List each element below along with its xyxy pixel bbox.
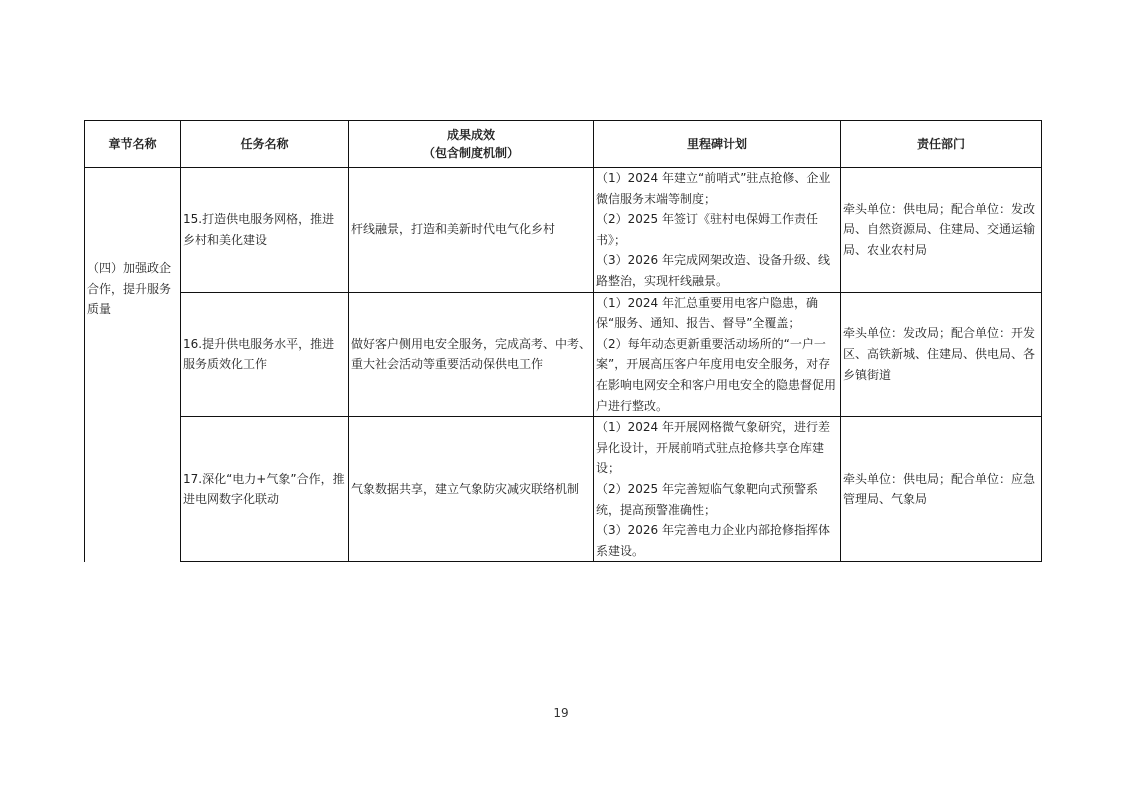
table-row xyxy=(85,417,1042,562)
milestone-item: （2）2025 年完善短临气象靶向式预警系统，提高预警准确性； xyxy=(596,481,818,517)
outcome-cell: 气象数据共享，建立气象防灾减灾联络机制 xyxy=(349,417,594,562)
department-cell: 牵头单位：供电局；配合单位：应急管理局、气象局 xyxy=(841,417,1042,562)
department-cell: 牵头单位：供电局；配合单位：发改局、自然资源局、住建局、交通运输局、农业农村局 xyxy=(841,168,1042,293)
milestone-item: （2）2025 年签订《驻村电保姆工作责任书》； xyxy=(596,212,818,247)
table-row xyxy=(85,292,1042,417)
milestone-cell xyxy=(594,417,841,562)
task-cell: 15.打造供电服务网格，推进乡村和美化建设 xyxy=(181,168,349,293)
table-row xyxy=(85,168,1042,293)
header-outcome xyxy=(349,121,594,168)
header-chapter: 章节名称 xyxy=(85,121,181,168)
milestone-item: （3）2026 年完善电力企业内部抢修指挥体系建设。 xyxy=(596,523,830,558)
chapter-cell: （四）加强政企合作，提升服务质量 xyxy=(85,168,181,562)
header-milestone: 里程碑计划 xyxy=(594,121,841,168)
milestone-item: （1）2024 年建立“前哨式”驻点抢修、企业微信服务末端等制度； xyxy=(596,171,831,206)
task-table xyxy=(84,120,1042,562)
milestone-item: （3）2026 年完成网架改造、设备升级、线路整治，实现杆线融景。 xyxy=(596,253,830,288)
header-outcome-line1: 成果成效 xyxy=(446,128,495,142)
table-header-row xyxy=(85,121,1042,168)
milestone-cell xyxy=(594,292,841,417)
header-outcome-line2: （包含制度机制） xyxy=(422,146,519,160)
header-task: 任务名称 xyxy=(181,121,349,168)
outcome-cell: 做好客户侧用电安全服务，完成高考、中考、重大社会活动等重要活动保供电工作 xyxy=(349,292,594,417)
task-cell: 17.深化“电力+气象”合作，推进电网数字化联动 xyxy=(181,417,349,562)
milestone-item: （1）2024 年汇总重要用电客户隐患，确保“服务、通知、报告、督导”全覆盖； xyxy=(596,295,818,331)
milestone-item: （1）2024 年开展网格微气象研究，进行差异化设计，开展前哨式驻点抢修共享仓库建设； xyxy=(596,420,830,476)
department-cell: 牵头单位：发改局；配合单位：开发区、高铁新城、住建局、供电局、各乡镇街道 xyxy=(841,292,1042,417)
milestone-cell xyxy=(594,168,841,293)
outcome-cell: 杆线融景，打造和美新时代电气化乡村 xyxy=(349,168,594,293)
task-cell: 16.提升供电服务水平，推进服务质效化工作 xyxy=(181,292,349,417)
page-number: 19 xyxy=(553,706,569,720)
milestone-item: （2）每年动态更新重要活动场所的“一户一案”，开展高压客户年度用电安全服务，对存在影响电网安全和客户用电安全的隐患督促用户进行整改。 xyxy=(596,336,837,413)
header-department: 责任部门 xyxy=(841,121,1042,168)
